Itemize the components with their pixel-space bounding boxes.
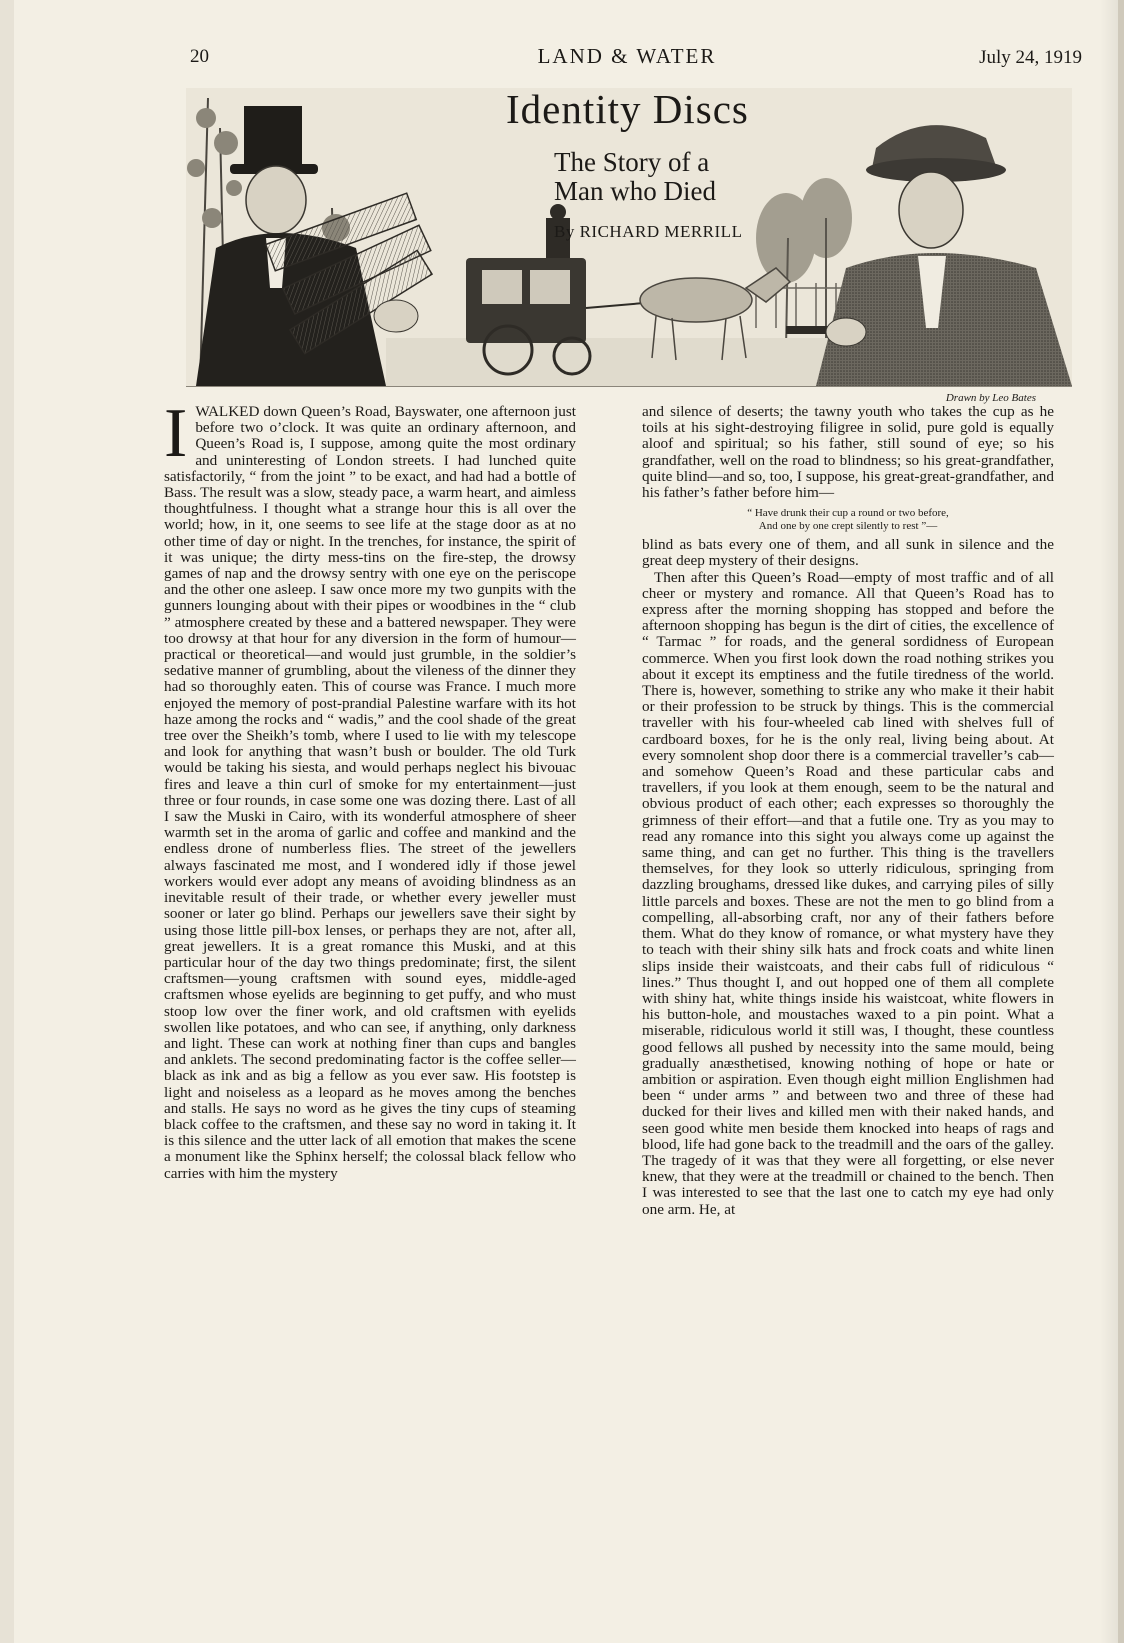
paragraph: Then after this Queen’s Road—empty of most traffic and of all cheer or mystery and romance. All that Queen’s Road has to express after the morning shopping has stopped and before the afternoon shopping has begun is the dirt of cities, the excellence of “ Tarmac ” for roads, and the general sordidness of European commerce. When you first look down the road nothing strikes you about it except its emptiness and the futile tiredness of the world. There is, however, something to strike any who make it their habit or their profession to be struck by things. This is the commercial traveller with his four-wheeled cab lined with shelves full of cardboard boxes, for he is the only real, living being about. At every somnolent shop door there is a commercial traveller’s cab—and somehow Queen’s Road and these particular cabs and travellers, if you look at them enough, seem to be the natural and obvious product of each other; each expresses so thoroughly the grimness of their effort—and that a futile one. Try as you may to read any romance into this sight you always come up against the same thing, and can get no further. This thing is the travellers themselves, for they look so utterly ridiculous, springing from dazzling broughams, dressed like dukes, and carrying piles of silly little parcels and boxes. These are not the men to go blind from a compelling, all-absorbing craft, nor any of their fathers before them. What do they know of romance, or what mystery have they to teach with their shiny silk hats and frock coats and white linen slips inside their waistcoats, and their cabs full of ridiculous “ lines.” Thus thought I, and out hopped one of them all complete with shiny hat, white things inside his waistcoat, white flowers in his button-hole, and moustaches waxed to a pin point. What a miserable, ridiculous world it still was, I thought, these countless good fellows all pushed by necessity into the same mould, being gradually anæsthetised, knowing nothing of hope or hate or ambition or aspiration. Even though eight million Englishmen had been “ under arms ” and between two and three of these had ducked for their lives and killed men with their naked hands, and seen good white men beside them knocked into heaps of rags and blood, life had gone back to the treadmill and the oars of the galley. The tragedy of it was that they were all forgetting, or else never knew, that they were at the treadmill or chained to the bench. Then I was interested to see that the last one to catch my eye had only one arm. He, at bbox=[642, 568, 1054, 1218]
verse-line: And one by one crept silently to rest ”— bbox=[758, 520, 938, 533]
article-title: Identity Discs bbox=[506, 86, 749, 132]
running-head bbox=[172, 42, 1082, 72]
right-column bbox=[642, 404, 1054, 1218]
article-byline: By RICHARD MERRILL bbox=[554, 222, 743, 241]
verse-line: “ Have drunk their cup a round or two before, bbox=[747, 507, 949, 520]
opening-paragraph-text: WALKED down Queen’s Road, Bayswater, one afternoon just before two o’clock. It was quite an ordinary afternoon, and Queen’s Road is, I suppose, among quite the most ordinary and uninteresting of London streets. I had lunched quite satisfactorily, “ from the joint ” to be exact, and had had a bottle of Bass. The result was a slow, steady pace, a warm heart, and aimless thoughtfulness. I thought what a strange hour this is all over the world; how, in it, one seems to see life at the stage door as at no other time of day or night. In the trenches, for instance, the spirit of it was unique; the dirty mess-tins on the fire-step, the drowsy games of nap and the drowsy sentry with one eye on the periscope and the other one asleep. I saw once more my two gunpits with the gunners lounging about with their pipes or woodbines in the “ club ” atmosphere created by these and a battered newspaper. They were too drowsy at that hour for any diversion in the form of humour—practical or theoretical—and would just grumble, in the soldier’s sedative manner of grumbling, about the vileness of the dinner they had so thoroughly eaten. This of course was France. I much more enjoyed the memory of post-prandial Palestine warfare with its hot haze among the rocks and “ wadis,” and the cool shade of the great tree over the Sheikh’s tomb, where I used to lie with my telescope and look for anything that wasn’t bush or boulder. The old Turk would be taking his siesta, and would perhaps neglect his bivouac fires and leave a thin curl of smoke for my entertainment—just three or four rounds, in case some one was dozing there. Last of all I saw the Muski in Cairo, with its wonderful atmosphere of sheer warmth set in the aroma of garlic and coffee and mankind and the endless drone of numberless flies. The street of the jewellers always fascinated me most, and I wondered idly if those jewel workers would ever adopt any means of avoiding blindness as an inevitable result of their trade, or whether every jeweller must sooner or later go blind. Perhaps our jewellers save their sight by using those little pill-box lenses, or perhaps they are not, after all, great jewellers. It is a great romance this Muski, and at this particular hour of the day two things predominate; first, the silent craftsmen—young craftsmen with sound eyes, middle-aged craftsmen whose eyelids are beginning to get puffy, and who must stoop low over the finer work, and old craftsmen with eyelids swollen like potatoes, and who can see, if anything, only darkness and light. These can work at nothing finer than cups and bangles and anklets. The second predominating factor is the coffee seller—black as ink and as big a fellow as you ever saw. His footstep is light and noiseless as a leopard as he moves among the benches and stalls. He says no word as he gives the tiny cups of steaming black coffee to the craftsmen, and these say no word in taking it. It is this silence and the utter lack of all emotion that makes the scene a monument like the Sphinx herself; the colossal black fellow who carries with him the mystery bbox=[164, 403, 576, 1182]
drop-cap: I bbox=[164, 395, 188, 472]
quoted-verse bbox=[642, 507, 1054, 533]
magazine-title: LAND & WATER bbox=[537, 44, 717, 68]
paragraph: blind as bats every one of them, and all sunk in silence and the great deep mystery of their designs. bbox=[642, 536, 1054, 570]
subtitle-line-1: The Story of a bbox=[554, 147, 710, 177]
issue-date: July 24, 1919 bbox=[979, 47, 1082, 68]
article-subtitle bbox=[554, 148, 846, 206]
illustration-credit: Drawn by Leo Bates bbox=[945, 392, 1036, 404]
subtitle-line-2: Man who Died bbox=[554, 176, 716, 206]
page-number: 20 bbox=[190, 46, 209, 67]
opening-paragraph bbox=[164, 395, 576, 1182]
left-column bbox=[164, 395, 576, 1182]
paragraph: and silence of deserts; the tawny youth who takes the cup as he toils at his sight-destroying filigree in solid, pure gold is equally aloof and spiritual; so his father, still sound of eye; so his grandfather, well on the road to blindness; so his great-grandfather, quite blind—and so, too, I suppose, his great-great-grandfather, and his father’s father before him— bbox=[642, 403, 1054, 502]
article-headline bbox=[506, 86, 846, 242]
